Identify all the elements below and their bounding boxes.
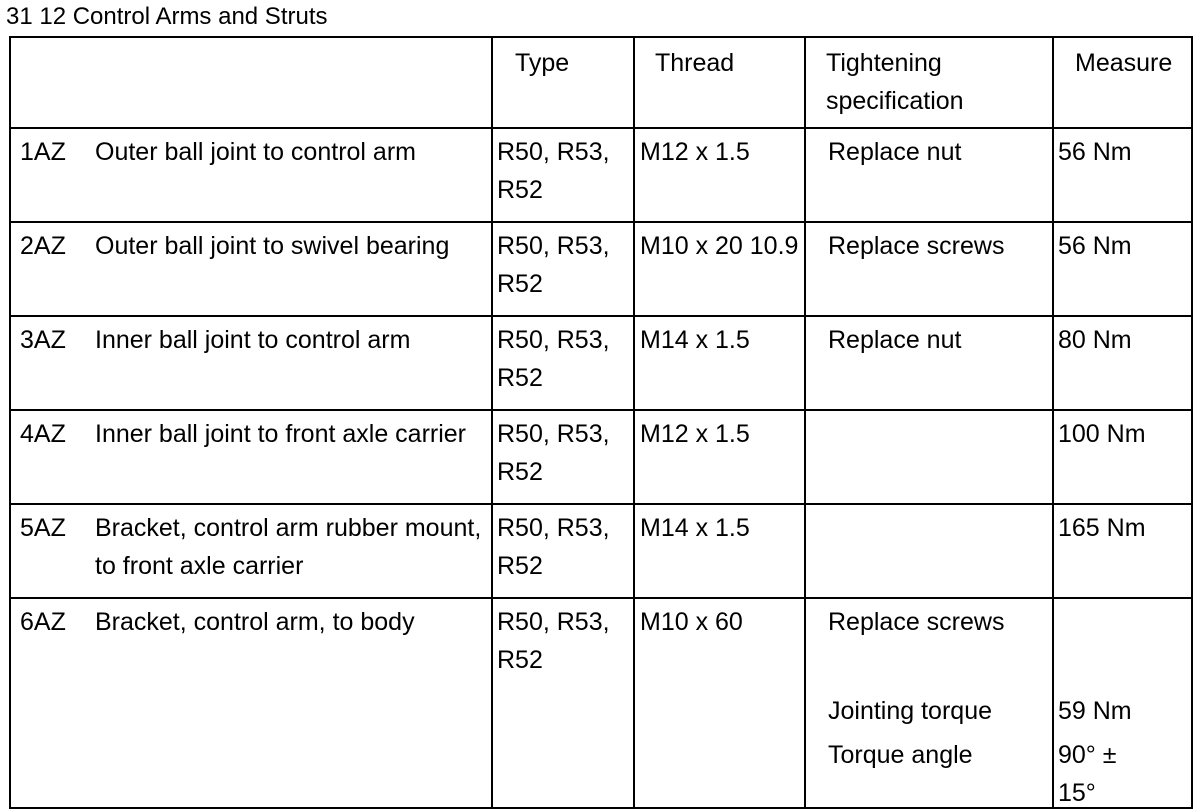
tightening-cell <box>805 504 1053 598</box>
thread-cell: M10 x 60 <box>634 598 805 808</box>
row-code: 2AZ <box>20 232 66 260</box>
measure-cell: 80 Nm <box>1053 316 1192 410</box>
tightening-cell: Replace screws <box>805 222 1053 316</box>
tightening-line: Torque angle <box>828 741 973 769</box>
row-description: Inner ball joint to control arm <box>95 326 411 354</box>
measure-cell: 165 Nm <box>1053 504 1192 598</box>
row-code: 6AZ <box>20 608 66 636</box>
description-cell <box>10 598 492 808</box>
tightening-cell <box>805 410 1053 504</box>
measure-line: 59 Nm <box>1058 697 1132 725</box>
type-cell: R50, R53, R52 <box>492 504 634 598</box>
measure-cell: 100 Nm <box>1053 410 1192 504</box>
type-cell: R50, R53, R52 <box>492 598 634 808</box>
header-type: Type <box>492 37 634 128</box>
torque-spec-table <box>9 36 1193 809</box>
thread-cell: M12 x 1.5 <box>634 128 805 222</box>
table-header-row <box>10 37 1192 128</box>
header-measure: Measure <box>1053 37 1192 128</box>
description-cell <box>10 128 492 222</box>
thread-cell: M14 x 1.5 <box>634 504 805 598</box>
description-cell <box>10 222 492 316</box>
thread-cell: M14 x 1.5 <box>634 316 805 410</box>
tightening-line: Jointing torque <box>828 697 993 725</box>
tightening-cell: Replace nut <box>805 128 1053 222</box>
tightening-cell: Replace nut <box>805 316 1053 410</box>
row-code: 1AZ <box>20 138 66 166</box>
row-description: Bracket, control arm, to body <box>95 608 415 636</box>
table-row <box>10 128 1192 222</box>
description-cell <box>10 316 492 410</box>
description-cell <box>10 410 492 504</box>
thread-cell: M12 x 1.5 <box>634 410 805 504</box>
type-cell: R50, R53, R52 <box>492 222 634 316</box>
description-cell <box>10 504 492 598</box>
page-title: 31 12 Control Arms and Struts <box>6 3 328 30</box>
type-cell: R50, R53, R52 <box>492 128 634 222</box>
tightening-cell <box>805 598 1053 808</box>
measure-line: 90° ± 15° <box>1058 741 1117 807</box>
row-code: 5AZ <box>20 514 66 542</box>
type-cell: R50, R53, R52 <box>492 316 634 410</box>
row-code: 3AZ <box>20 326 66 354</box>
row-description: Outer ball joint to control arm <box>95 138 416 166</box>
thread-cell: M10 x 20 10.9 <box>634 222 805 316</box>
table-row <box>10 598 1192 808</box>
row-description: Outer ball joint to swivel bearing <box>95 232 450 260</box>
header-description <box>10 37 492 128</box>
table-row <box>10 504 1192 598</box>
header-thread: Thread <box>634 37 805 128</box>
measure-cell: 56 Nm <box>1053 222 1192 316</box>
table-row <box>10 316 1192 410</box>
header-tightening-specification: Tightening specification <box>805 37 1053 128</box>
row-code: 4AZ <box>20 420 66 448</box>
table-row <box>10 222 1192 316</box>
type-cell: R50, R53, R52 <box>492 410 634 504</box>
row-description: Inner ball joint to front axle carrier <box>95 420 467 448</box>
measure-cell <box>1053 598 1192 808</box>
tightening-line: Replace screws <box>828 608 1005 636</box>
table-row <box>10 410 1192 504</box>
row-description: Bracket, control arm rubber mount, to front axle carrier <box>95 514 482 580</box>
measure-cell: 56 Nm <box>1053 128 1192 222</box>
